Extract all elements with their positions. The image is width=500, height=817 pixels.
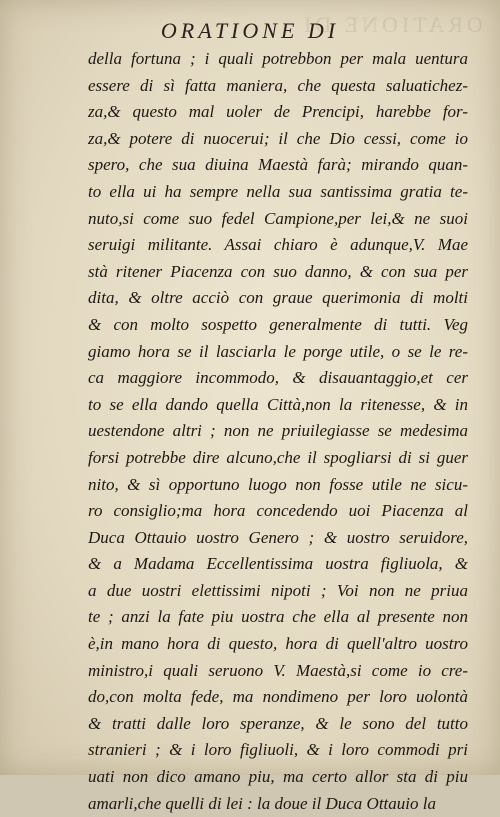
text-line: dita, & oltre acciò con graue querimonia di molti — [88, 288, 468, 308]
text-line: & con molto sospetto generalmente di tutti. Veg — [88, 314, 468, 334]
show-through-text: ORATIONE DI — [300, 12, 483, 37]
text-line: uati non dico amano piu, ma certo allor sta di piu — [88, 767, 468, 787]
text-line: to ella ui ha sempre nella sua santissima gratia te- — [88, 181, 468, 201]
text-line: Duca Ottauio uostro Genero ; & uostro seruidore, — [88, 527, 468, 547]
text-line: stranieri ; & i loro figliuoli, & i loro commodi pri — [88, 740, 468, 760]
text-line: ministro,i quali seruono V. Maestà,si come io cre- — [88, 660, 468, 680]
text-line: te ; anzi la fate piu uostra che ella al presente non — [88, 607, 468, 627]
text-line: forsi potrebbe dire alcuno,che il spogliarsi di si guer — [88, 447, 468, 467]
text-line: ro consiglio;ma hora concedendo uoi Piacenza al — [88, 501, 468, 521]
text-line: è,in mano hora di questo, hora di quell'altro uostro — [88, 634, 468, 654]
text-line: essere di sì fatta maniera, che questa saluatichez- — [88, 75, 468, 95]
text-line: seruigi militante. Assai chiaro è adunque,V. Mae — [88, 235, 468, 255]
text-line: ca maggiore incommodo, & disauantaggio,et cer — [88, 368, 468, 388]
text-line: a due uostri elettissimi nipoti ; Voi non ne priua — [88, 580, 468, 600]
text-line: & tratti dalle loro speranze, & le sono del tutto — [88, 713, 468, 733]
text-line: nito, & sì opportuno luogo non fosse utile ne sicu- — [88, 474, 468, 494]
text-line: nuto,si come suo fedel Campione,per lei,& ne suoi — [88, 208, 468, 228]
text-line: za,& questo mal uoler de Prencipi, harebbe for- — [88, 102, 468, 122]
text-line: giamo hora se il lasciarla le porge utile, o se le re- — [88, 341, 468, 361]
text-line: za,& potere di nuocerui; il che Dio cessi, come io — [88, 128, 468, 148]
text-line: to se ella dando quella Città,non la ritenesse, & in — [88, 394, 468, 414]
text-line: spero, che sua diuina Maestà farà; mirando quan- — [88, 155, 468, 175]
text-line: do,con molta fede, ma nondimeno per loro uolontà — [88, 687, 468, 707]
page-text — [88, 46, 468, 817]
text-line: uestendone altri ; non ne priuilegiasse se medesima — [88, 421, 468, 441]
text-line: stà ritener Piacenza con suo danno, & con sua per — [88, 261, 468, 281]
text-line: della fortuna ; i quali potrebbon per mala uentura — [88, 49, 468, 68]
running-head: ORATIONE DI — [160, 18, 340, 43]
text-line: amarli,che quelli di lei : la doue il Duca Ottauio la — [88, 793, 436, 813]
text-line: & a Madama Eccellentissima uostra figliuola, & — [88, 554, 468, 574]
